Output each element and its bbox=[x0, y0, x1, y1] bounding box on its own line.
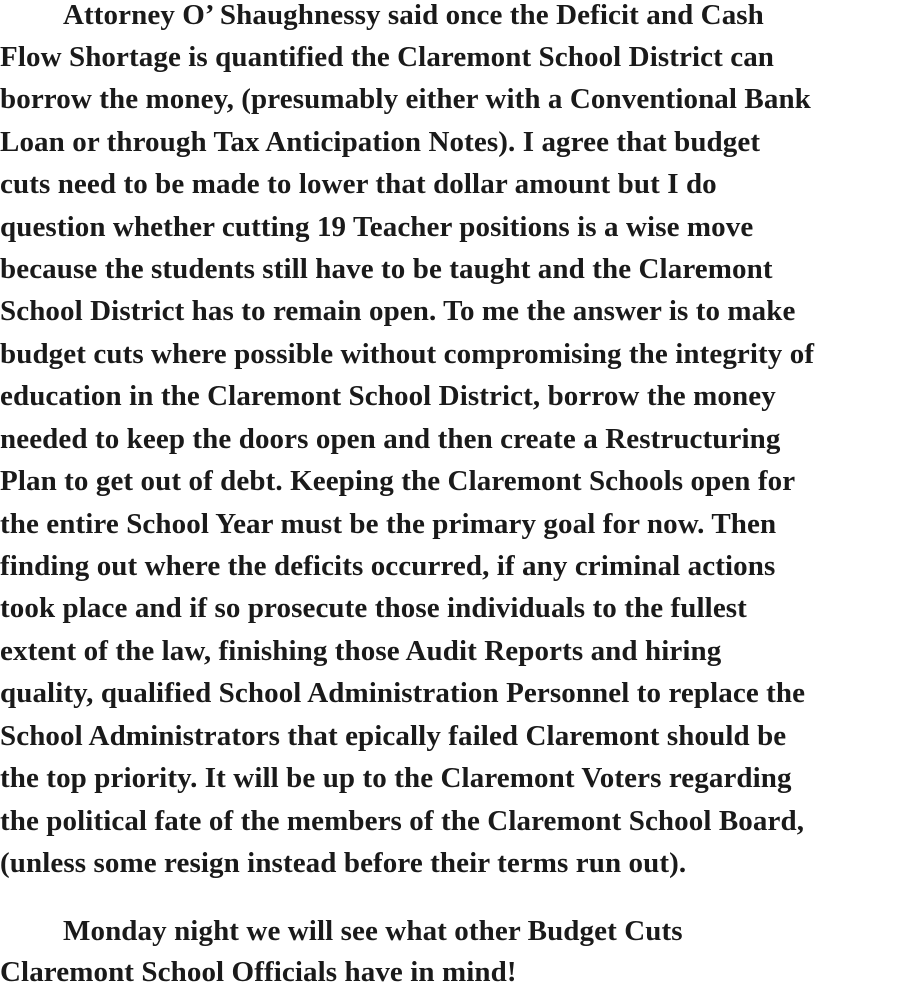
text-line: School District has to remain open. To me the answer is to make bbox=[0, 295, 796, 327]
text-line: took place and if so prosecute those individuals to the fullest bbox=[0, 592, 747, 624]
text-line: education in the Claremont School District, borrow the money bbox=[0, 380, 776, 412]
text-line: the top priority. It will be up to the Claremont Voters regarding bbox=[0, 762, 792, 794]
text-line: Loan or through Tax Anticipation Notes). I agree that budget bbox=[0, 126, 761, 158]
text-line: extent of the law, finishing those Audit Reports and hiring bbox=[0, 635, 722, 667]
text-line: because the students still have to be taught and the Claremont bbox=[0, 253, 773, 285]
text-line: Attorney O’ Shaughnessy said once the Deficit and Cash bbox=[63, 0, 764, 31]
text-line: Plan to get out of debt. Keeping the Claremont Schools open for bbox=[0, 465, 796, 497]
text-line: question whether cutting 19 Teacher positions is a wise move bbox=[0, 211, 754, 243]
text-line: the entire School Year must be the primary goal for now. Then bbox=[0, 508, 777, 540]
text-line: needed to keep the doors open and then create a Restructuring bbox=[0, 423, 781, 455]
text-line: Flow Shortage is quantified the Claremont School District can bbox=[0, 41, 775, 73]
text-line: cuts need to be made to lower that dollar amount but I do bbox=[0, 168, 717, 200]
text-line: School Administrators that epically failed Claremont should be bbox=[0, 720, 787, 752]
text-line: Monday night we will see what other Budget Cuts bbox=[63, 915, 683, 947]
text-line: Claremont School Officials have in mind! bbox=[0, 956, 517, 988]
text-line: the political fate of the members of the Claremont School Board, bbox=[0, 805, 805, 837]
text-line: quality, qualified School Administration Personnel to replace the bbox=[0, 677, 806, 709]
text-line: budget cuts where possible without compromising the integrity of bbox=[0, 338, 815, 370]
text-line: (unless some resign instead before their terms run out). bbox=[0, 847, 687, 879]
text-line: finding out where the deficits occurred, if any criminal actions bbox=[0, 550, 776, 582]
text-line: borrow the money, (presumably either with a Conventional Bank bbox=[0, 83, 811, 115]
